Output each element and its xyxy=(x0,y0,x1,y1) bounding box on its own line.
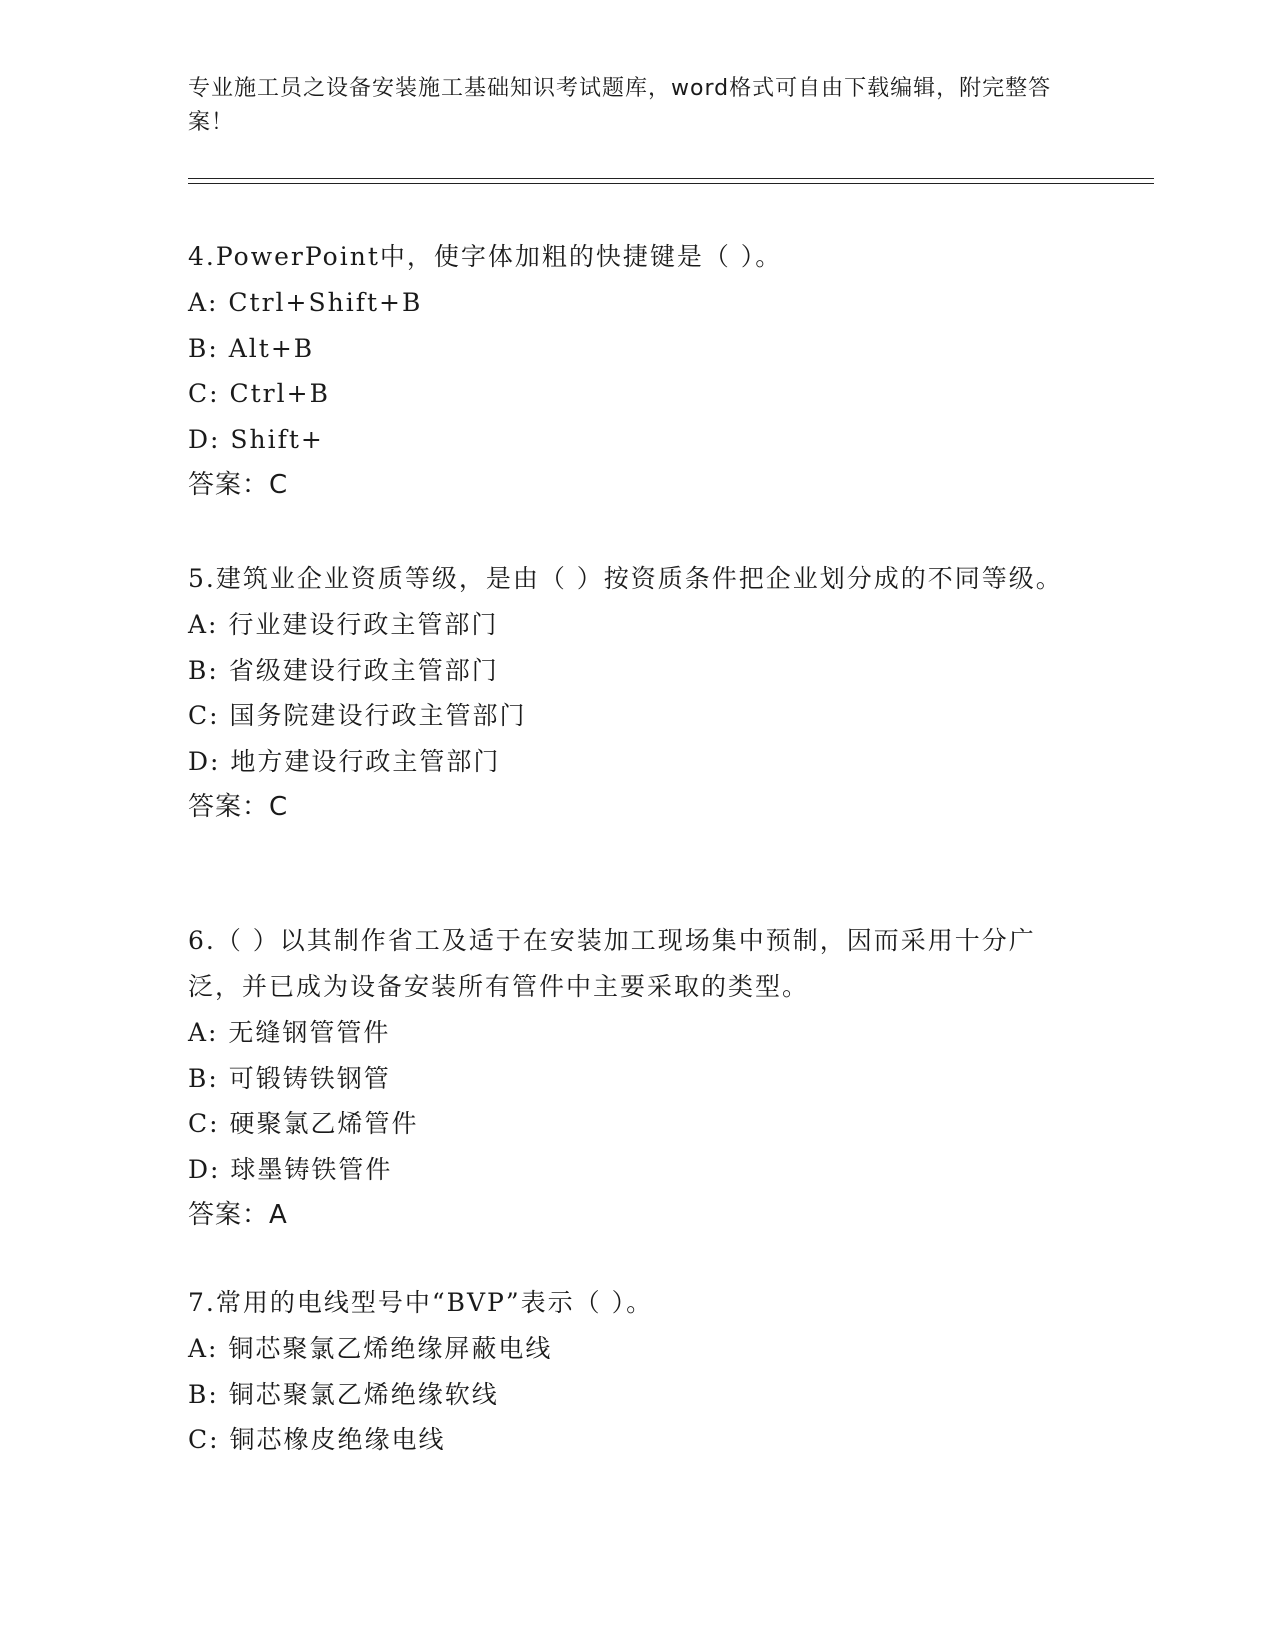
option-c: C: 国务院建设行政主管部门 xyxy=(188,701,527,730)
option-b: B: Alt+B xyxy=(188,333,315,363)
header-divider-bottom xyxy=(188,183,1154,184)
option-d: D: 球墨铸铁管件 xyxy=(188,1154,393,1184)
question-7 xyxy=(188,1280,1088,1463)
question-stem: 6.（ ）以其制作省工及适于在安装加工现场集中预制，因而采用十分广泛，并已成为设备安装所有管件中主要采取的类型。 xyxy=(188,926,1036,1001)
question-stem: 7.常用的电线型号中“BVP”表示（ ）。 xyxy=(188,1288,654,1317)
answer-line: 答案：C xyxy=(188,792,289,822)
question-stem: 4.PowerPoint中，使字体加粗的快捷键是（ ）。 xyxy=(188,242,783,271)
question-4 xyxy=(188,234,1088,508)
option-d: D: 地方建设行政主管部门 xyxy=(188,746,501,776)
question-stem: 5.建筑业企业资质等级，是由（ ）按资质条件把企业划分成的不同等级。 xyxy=(188,564,1063,593)
option-c: C: 铜芯橡皮绝缘电线 xyxy=(188,1425,446,1454)
option-a: A: 铜芯聚氯乙烯绝缘屏蔽电线 xyxy=(188,1334,553,1363)
question-5 xyxy=(188,556,1088,830)
option-b: B: 省级建设行政主管部门 xyxy=(188,655,499,685)
option-a: A: Ctrl+Shift+B xyxy=(188,288,423,317)
answer-line: 答案：C xyxy=(188,470,289,500)
option-a: A: 行业建设行政主管部门 xyxy=(188,610,499,639)
header-divider-top xyxy=(188,178,1154,179)
question-6 xyxy=(188,918,1088,1238)
option-c: C: 硬聚氯乙烯管件 xyxy=(188,1109,419,1138)
option-a: A: 无缝钢管管件 xyxy=(188,1018,391,1047)
option-b: B: 可锻铸铁钢管 xyxy=(188,1063,391,1093)
option-c: C: Ctrl+B xyxy=(188,379,330,408)
answer-line: 答案：A xyxy=(188,1200,288,1230)
option-d: D: Shift+ xyxy=(188,424,324,454)
document-header: 专业施工员之设备安装施工基础知识考试题库，word格式可自由下载编辑，附完整答案！ xyxy=(188,76,1052,135)
option-b: B: 铜芯聚氯乙烯绝缘软线 xyxy=(188,1379,499,1409)
